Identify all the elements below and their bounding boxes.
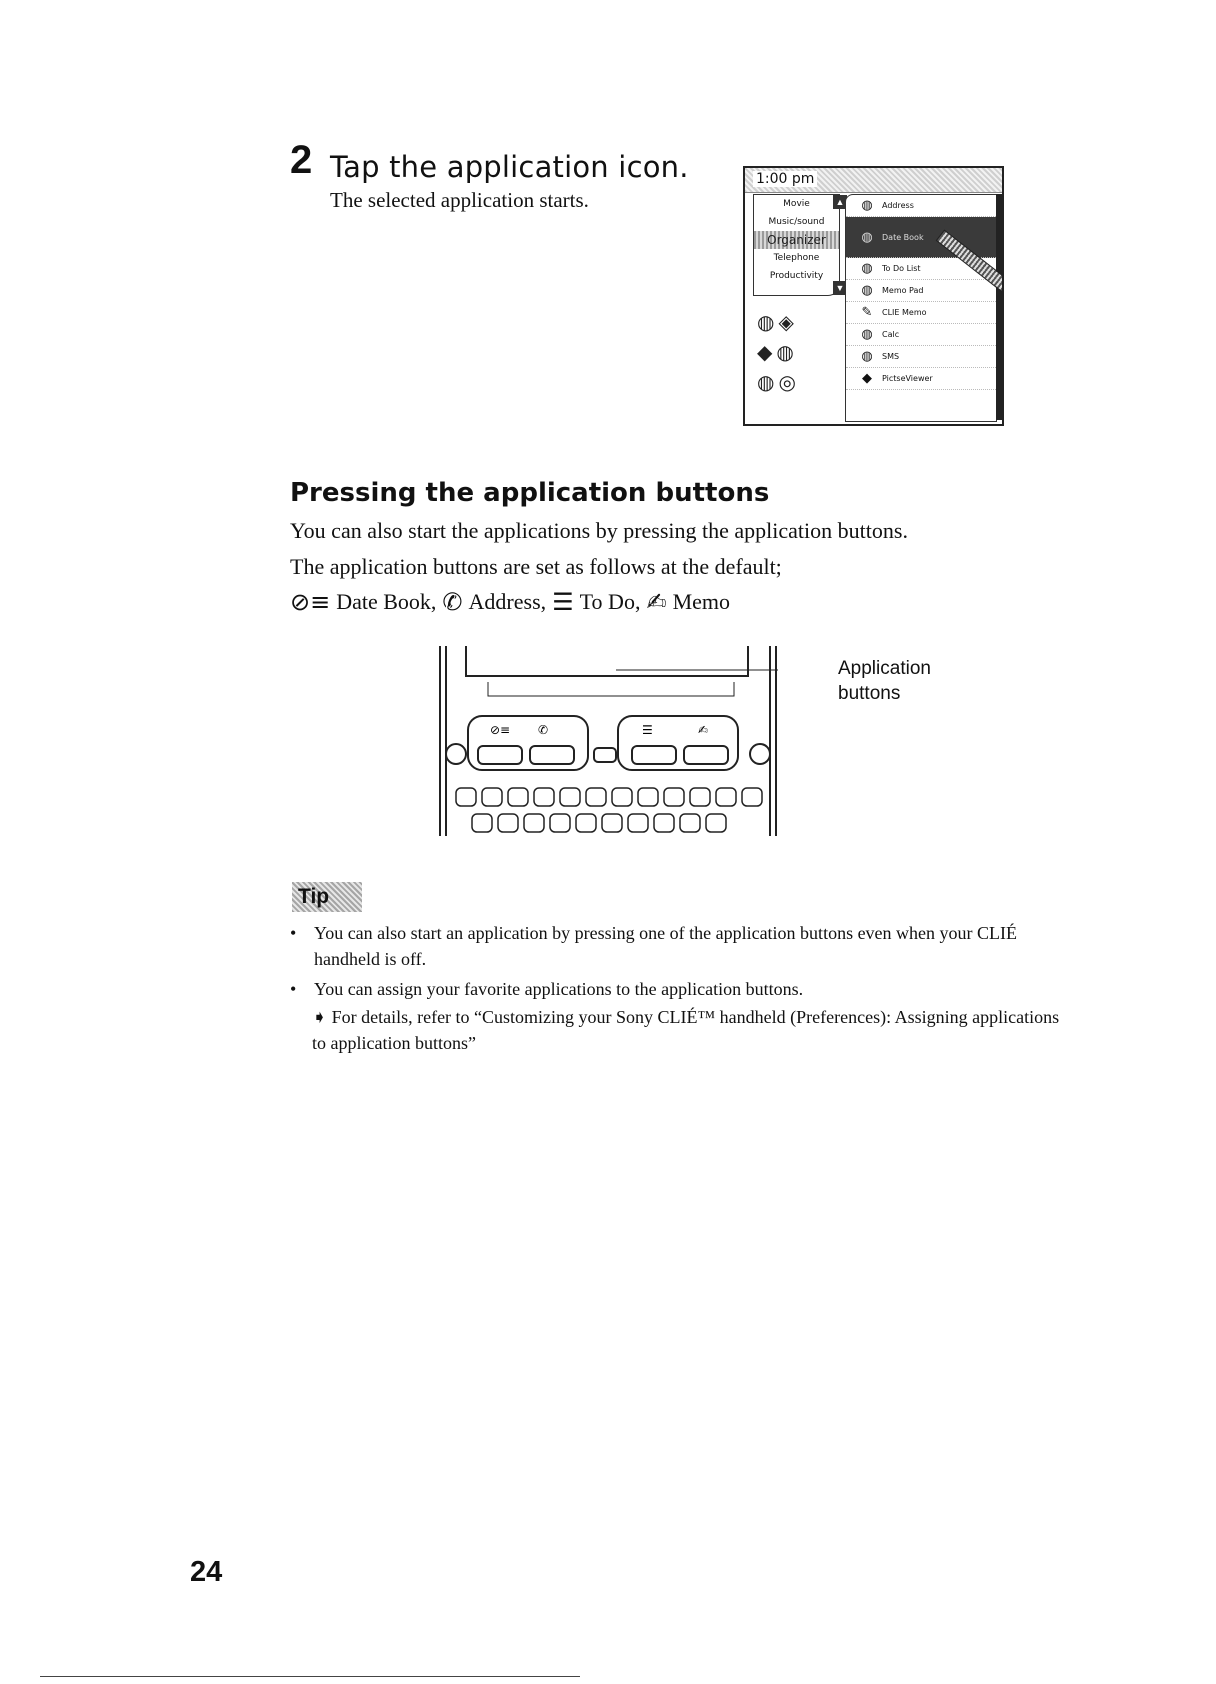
category-item-selected[interactable]: Organizer [754,231,839,249]
app-list-item[interactable]: ◍ To Do List [846,258,996,280]
app-list-item[interactable]: ◆ PictseViewer [846,368,996,390]
section-title: Pressing the application buttons [290,478,770,508]
svg-text:✆: ✆ [538,723,549,737]
scroll-down-arrow-icon[interactable]: ▼ [833,281,847,295]
datebook-icon: ⊘≡ [290,588,331,616]
datebook-app-icon: ◍ [861,229,873,245]
category-item[interactable]: Telephone [773,253,820,263]
svg-text:✍: ✍ [698,723,709,737]
reference-note: ➧ For details, refer to “Customizing your Sony CLIÉ™ handheld (Preferences): Assigning applications to application buttons” [312,1007,1060,1053]
footer-rule [40,1676,580,1677]
step-title: Tap the application icon. [330,150,689,184]
device-buttons-illustration [438,646,778,838]
calc-app-icon: ◍ [861,327,873,342]
app-list-item[interactable]: ◍ Calc [846,324,996,346]
list-icon: ☰ [552,588,574,616]
phone-handset-icon: ✆ [442,588,463,616]
app-list [845,194,997,422]
app-icon[interactable]: ◎ [778,372,800,394]
viewer-app-icon: ◆ [862,371,872,386]
sms-app-icon: ◍ [861,349,873,364]
paragraph: You can also start the applications by pressing the application buttons. [290,518,908,543]
callout-label: Application buttons [838,658,931,704]
scrollbar[interactable] [996,194,1002,420]
app-icons-grid [757,308,837,398]
clie-memo-app-icon: ✎ [861,305,873,320]
app-icon[interactable]: ◍ [776,342,798,364]
app-list-item[interactable]: ✎ CLIE Memo [846,302,996,324]
app-list-item[interactable]: ◍ Address [846,195,996,217]
default-buttons-line: ⊘≡ Date Book, ✆ Address, ☰ To Do, ✍ Memo [290,588,731,616]
category-item[interactable]: Music/sound [768,217,825,227]
status-bar [745,168,1002,193]
paragraph: The application buttons are set as follows at the default; [290,554,782,579]
address-app-icon: ◍ [861,198,873,213]
memo-pen-icon: ✍ [646,588,667,616]
tip-bullet: • You can also start an application by pressing one of the application buttons even when your CLIÉ handheld is off. [290,923,1018,969]
app-icon[interactable]: ◍ [757,372,779,394]
tip-bullet: • You can assign your favorite applications to the application buttons. [290,979,804,999]
category-list [753,194,845,296]
category-item[interactable]: Productivity [769,271,824,281]
time-display: 1:00 pm [753,171,817,187]
todo-app-icon: ◍ [861,261,873,276]
category-item[interactable]: Movie [783,199,810,209]
arrow-right-icon: ➧ [312,1007,328,1027]
svg-text:⊘≡: ⊘≡ [490,723,511,737]
app-icon[interactable]: ◈ [778,312,798,334]
scroll-up-arrow-icon[interactable]: ▲ [833,195,847,209]
step-description: The selected application starts. [330,188,589,212]
tip-label: Tip [292,882,362,912]
svg-text:☰: ☰ [642,723,653,737]
page-number: 24 [190,1556,223,1588]
app-icon[interactable]: ◆ [757,342,777,364]
app-list-item-selected[interactable]: ◍ Date Book [846,217,996,258]
app-list-item[interactable]: ◍ SMS [846,346,996,368]
step-number: 2 [290,138,313,182]
app-icon[interactable]: ◍ [757,312,779,334]
memo-app-icon: ◍ [861,283,873,298]
app-list-item[interactable]: ◍ Memo Pad [846,280,996,302]
launcher-screenshot [743,166,1004,426]
